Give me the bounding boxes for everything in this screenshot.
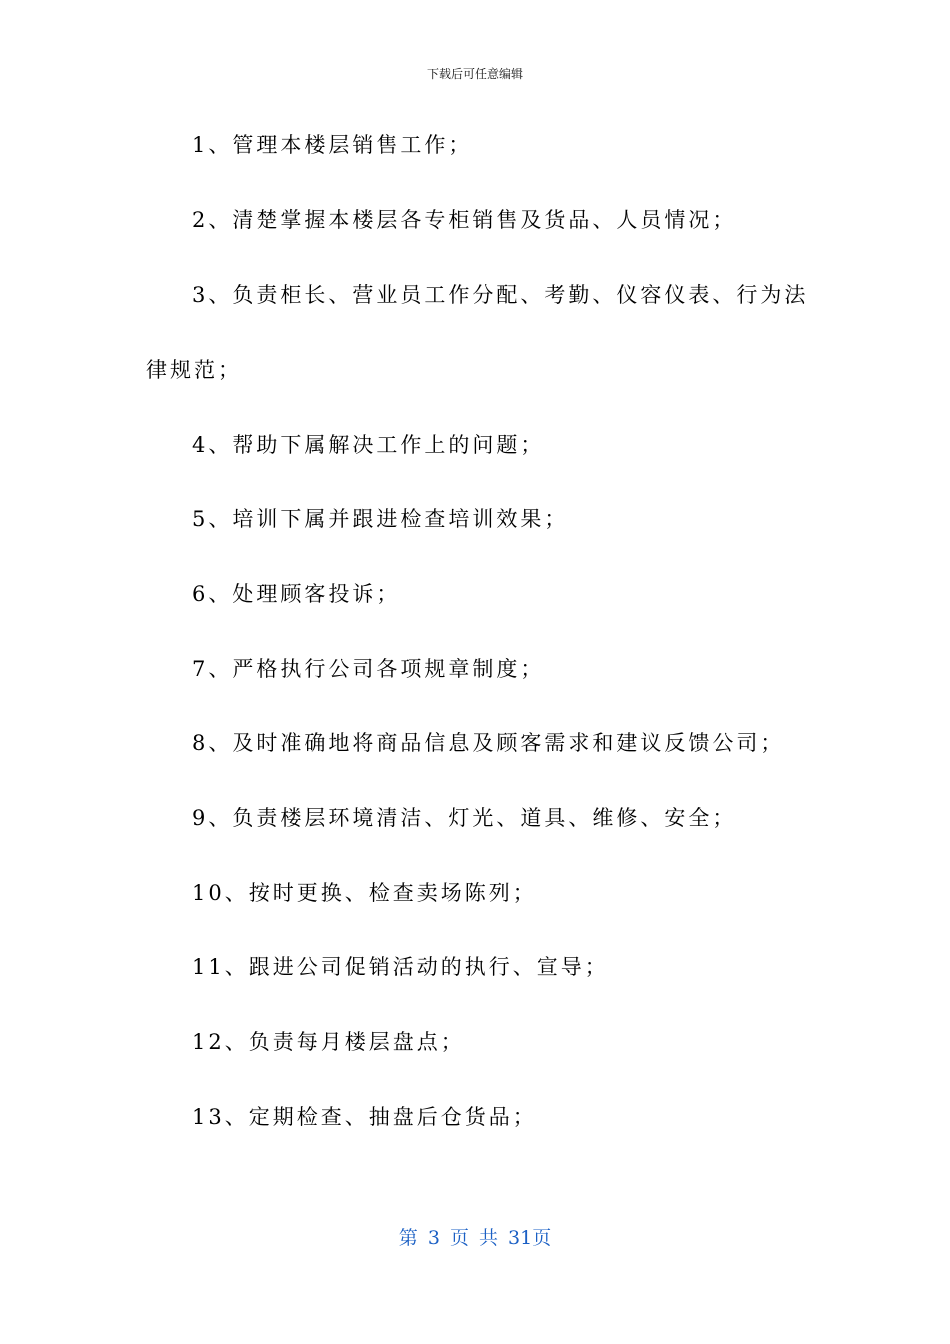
page-header: 下载后可任意编辑: [426, 67, 523, 81]
list-item: 3、负责柜长、营业员工作分配、考勤、仪容仪表、行为法: [192, 283, 809, 307]
page-number-footer: 第 3 页 共 31页: [398, 1227, 552, 1249]
list-item: 7、严格执行公司各项规章制度；: [192, 657, 545, 681]
list-item: 4、帮助下属解决工作上的问题；: [192, 433, 545, 457]
list-item: 12、负责每月楼层盘点；: [192, 1030, 465, 1054]
list-item: 11、跟进公司促销活动的执行、宣导；: [192, 955, 609, 979]
list-item: 1、管理本楼层销售工作；: [192, 133, 473, 157]
list-item: 2、清楚掌握本楼层各专柜销售及货品、人员情况；: [192, 208, 737, 232]
list-item: 8、及时准确地将商品信息及顾客需求和建议反馈公司；: [192, 731, 785, 755]
list-item-continuation: 律规范；: [146, 358, 242, 382]
list-item: 13、定期检查、抽盘后仓货品；: [192, 1105, 537, 1129]
list-item: 6、处理顾客投诉；: [192, 582, 401, 606]
list-item: 10、按时更换、检查卖场陈列；: [192, 881, 537, 905]
list-item: 5、培训下属并跟进检查培训效果；: [192, 507, 569, 531]
list-item: 9、负责楼层环境清洁、灯光、道具、维修、安全；: [192, 806, 737, 830]
